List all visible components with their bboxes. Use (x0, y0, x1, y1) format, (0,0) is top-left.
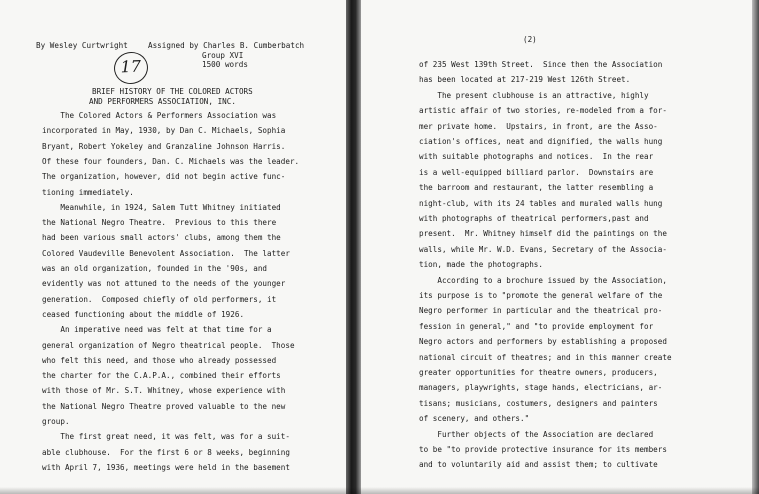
page-shadow (0, 487, 759, 494)
left-page (0, 0, 346, 494)
title-line-1: BRIEF HISTORY OF THE COLORED ACTORS (92, 87, 253, 96)
page-edge (752, 0, 759, 494)
text-line: Of these four founders, Dan. C. Michaels was the leader. (42, 156, 300, 166)
author-line: By Wesley Curtwright (36, 41, 128, 50)
text-line: had been various small actors' clubs, among them the (42, 233, 281, 243)
text-line: The first great need, it was felt, was for a suit- (42, 432, 290, 442)
text-line: artistic affair of two stories, re-modeled from a for- (419, 106, 667, 116)
text-line: with suitable photographs and notices. In the rear (419, 152, 654, 162)
text-line: Colored Vaudeville Benevolent Association. The latter (42, 248, 290, 258)
text-line: The present clubhouse is an attractive, highly (419, 90, 649, 100)
text-line: Bryant, Robert Yokeley and Granzaline Johnson Harris. (42, 141, 286, 151)
text-line: has been located at 217-219 West 126th Street. (419, 75, 631, 85)
text-line: night-club, with its 24 tables and muraled walls hung (419, 198, 663, 208)
text-line: with photographs of theatrical performers,past and (419, 214, 649, 223)
text-line: ceased functioning about the middle of 1926. (42, 309, 245, 319)
text-line: national circuit of theatres; and in this manner create (419, 352, 672, 362)
text-line: is a well-equipped billiard parlor. Downstairs are (419, 167, 654, 177)
text-line: Negro actors and performers by establishing a proposed (419, 337, 667, 347)
text-line: Negro performer in particular and the theatrical pro- (419, 306, 663, 316)
text-line: the National Negro Theatre proved valuable to the new (42, 401, 286, 411)
word-count: 1500 words (202, 60, 248, 69)
text-line: of 235 West 139th Street. Since then the Association (419, 60, 663, 69)
text-line: generation. Composed chiefly of old performers, it (42, 294, 277, 304)
text-line: able clubhouse. For the first 6 or 8 weeks, beginning (42, 447, 290, 457)
text-line: mer private home. Upstairs, in front, are the Asso- (419, 121, 658, 131)
text-line: fession in general," and "to provide employment for (419, 321, 654, 331)
text-line: who felt this need, and those who already possessed (42, 355, 277, 365)
text-line: was an old organization, founded in the '90s, and (42, 264, 267, 273)
text-line: group. (42, 417, 70, 426)
text-line: Further objects of the Association are declared (419, 429, 654, 439)
text-line: Meanwhile, in 1924, Salem Tutt Whitney initiated (42, 202, 281, 212)
handwritten-circled-number (111, 49, 151, 87)
text-line: tisans; musicians, costumers, designers and painters (419, 398, 658, 408)
text-line: ciation's offices, neat and dignified, the walls hung (419, 137, 663, 146)
title-line-2: AND PERFORMERS ASSOCIATION, INC. (89, 97, 236, 106)
text-line: general organization of Negro theatrical people. Those (42, 340, 295, 350)
text-line: According to a brochure issued by the Association, (419, 275, 667, 285)
text-line: with those of Mr. S.T. Whitney, whose experience with (42, 386, 286, 396)
text-line: evidently was not attuned to the needs of the younger (42, 279, 286, 289)
text-line: to be "to provide protective insurance for its members (419, 445, 667, 454)
text-line: tioning immediately. (42, 187, 134, 197)
circled-number-text: 17 (120, 56, 142, 77)
assigned-line: Assigned by Charles B. Cumberbatch (148, 41, 305, 50)
text-line: the National Negro Theatre. Previous to this there (42, 218, 277, 228)
text-line: and to voluntarily aid and assist them; to cultivate (419, 460, 658, 470)
text-line: tion, made the photographs. (419, 260, 543, 270)
book-gutter (346, 0, 361, 494)
text-line: the charter for the C.A.P.A., combined their efforts (42, 371, 281, 381)
text-line: its purpose is to "promote the general welfare of the (419, 291, 663, 300)
text-line: walls, while Mr. W.D. Evans, Secretary of the Associa- (419, 244, 667, 254)
right-page (361, 0, 752, 494)
group-line: Group XVI (202, 51, 244, 60)
text-line: managers, playwrights, stage hands, electricians, ar- (419, 383, 663, 393)
text-line: greater opportunities for theatre owners, producers, (419, 368, 658, 377)
text-line: An imperative need was felt at that time for a (42, 325, 272, 335)
page-number: (2) (523, 35, 537, 44)
text-line: of scenery, and others." (419, 414, 530, 424)
text-line: present. Mr. Whitney himself did the paintings on the (419, 229, 667, 239)
text-line: The Colored Actors & Performers Association was (42, 111, 277, 120)
text-line: The organization, however, did not begin active func- (42, 172, 286, 182)
text-line: incorporated in May, 1930, by Dan C. Michaels, Sophia (42, 126, 286, 136)
text-line: with April 7, 1936, meetings were held in the basement (42, 462, 290, 472)
text-line: the barroom and restaurant, the latter resembling a (419, 183, 654, 193)
